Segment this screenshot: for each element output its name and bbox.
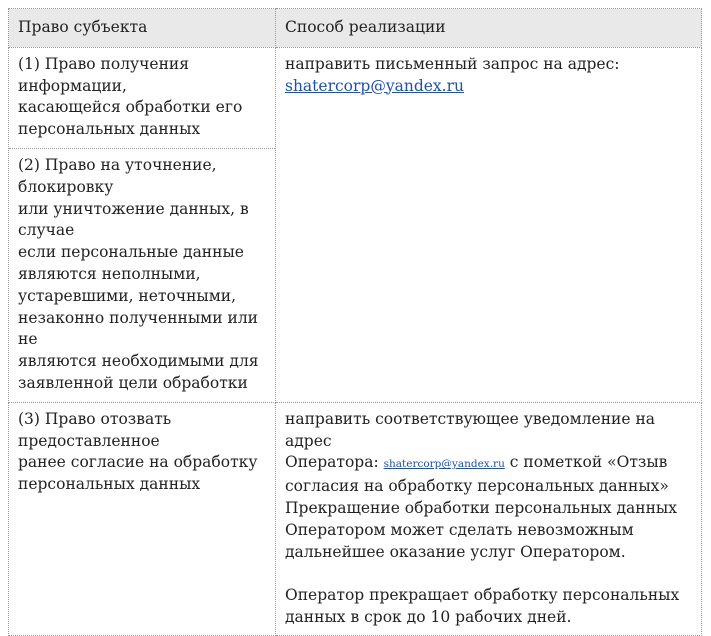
right-3-line: предоставленное	[18, 431, 160, 450]
right-2-line: блокировку	[18, 177, 114, 196]
rights-1-2-cell	[9, 47, 276, 402]
right-2-line: случае	[18, 221, 75, 240]
method-3-operator-prefix: Оператора:	[285, 453, 384, 472]
right-2-line: незаконно полученными или	[18, 308, 259, 327]
method-3-line: Оператор прекращает обработку персональных	[285, 586, 680, 605]
table-header-row	[9, 9, 702, 48]
right-2	[9, 148, 275, 402]
method-3-line: дальнейшее оказание услуг Оператором.	[285, 542, 626, 561]
right-3-line: персональных данных	[18, 475, 201, 494]
right-2-line: являются неполными,	[18, 264, 201, 283]
right-1-line: информации,	[18, 76, 127, 95]
right-2-line: не	[18, 330, 38, 349]
paragraph-gap	[285, 563, 692, 585]
right-1-line: персональных данных	[18, 120, 201, 139]
method-1-cell	[276, 47, 702, 402]
right-1-line: (1) Право получения	[18, 54, 190, 73]
method-3-mark-suffix: с пометкой «Отзыв	[504, 453, 668, 472]
right-2-line: являются необходимыми для	[18, 352, 259, 371]
right-3-cell	[9, 402, 276, 635]
table-row	[9, 47, 702, 402]
table-row	[9, 402, 702, 635]
right-1	[9, 48, 275, 148]
method-3-line: данных в срок до 10 рабочих дней.	[285, 607, 572, 626]
method-1-text: направить письменный запрос на адрес:	[285, 54, 620, 73]
right-2-line: устаревшими, неточными,	[18, 286, 237, 305]
method-3-line: согласия на обработку персональных данных»	[285, 477, 669, 496]
right-2-line: если персональные данные	[18, 243, 244, 262]
method-3-line: направить соответствующее уведомление на адрес	[285, 409, 656, 450]
email-link-small[interactable]: shatercorp@yandex.ru	[383, 458, 505, 471]
right-2-line: (2) Право на уточнение,	[18, 155, 217, 174]
right-2-line: заявленной цели обработки	[18, 373, 248, 392]
method-3-line-2	[285, 452, 692, 476]
rights-table	[8, 8, 702, 636]
right-3-line: ранее согласие на обработку	[18, 453, 258, 472]
right-1-line: касающейся обработки его	[18, 98, 243, 117]
method-3-cell	[276, 402, 702, 635]
right-2-line: или уничтожение данных, в	[18, 199, 249, 218]
header-subject-right: Право субъекта	[9, 9, 276, 48]
right-3-line: (3) Право отозвать	[18, 409, 172, 428]
method-3-line: Оператором может сделать невозможным	[285, 520, 634, 539]
header-implementation-method: Способ реализации	[276, 9, 702, 48]
email-link[interactable]: shatercorp@yandex.ru	[285, 76, 464, 95]
method-3-line: Прекращение обработки персональных данных	[285, 498, 677, 517]
